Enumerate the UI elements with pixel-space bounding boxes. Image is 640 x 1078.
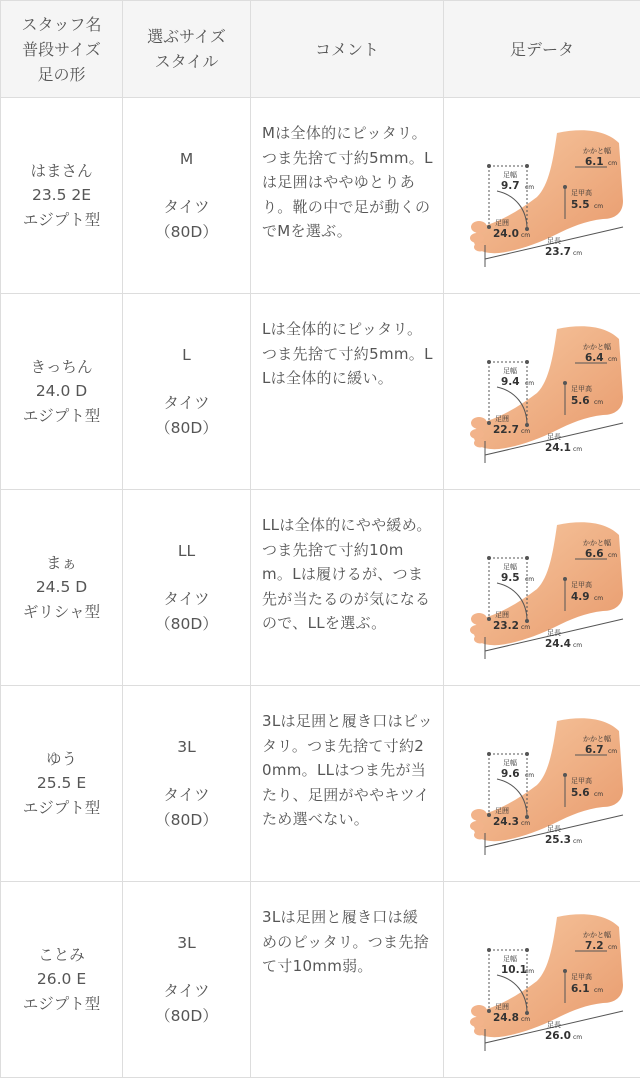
heel-width-unit: cm — [608, 748, 617, 755]
foot-width-label: 足幅 — [503, 170, 517, 179]
instep-girth-label: 足囲 — [495, 610, 509, 619]
foot-diagram — [457, 317, 627, 467]
toe-3 — [474, 1026, 486, 1035]
foot-data-cell — [444, 294, 640, 490]
measure-point — [487, 164, 491, 168]
foot-width-value: 9.4 — [501, 376, 520, 388]
toe-3 — [474, 830, 486, 839]
header-comment: コメント — [251, 1, 444, 98]
measure-point — [487, 752, 491, 756]
toe-1 — [471, 809, 487, 821]
toe-1 — [471, 1005, 487, 1017]
measure-point — [563, 381, 567, 385]
heel-width-value: 6.4 — [585, 352, 604, 364]
instep-height-unit: cm — [594, 987, 603, 994]
toe-1 — [471, 221, 487, 233]
chosen-size: M — [123, 147, 250, 172]
foot-length-unit: cm — [573, 1034, 582, 1041]
measure-point — [525, 556, 529, 560]
comment-cell — [251, 98, 444, 294]
usual-size: 25.5 E — [1, 771, 122, 796]
staff-name: ことみ — [1, 943, 122, 968]
header-foot-data: 足データ — [444, 1, 640, 98]
instep-girth-unit: cm — [521, 1016, 530, 1023]
table-row — [1, 882, 640, 1078]
foot-diagram — [457, 121, 627, 271]
style-type: タイツ — [123, 979, 250, 1004]
toe-2 — [470, 625, 484, 635]
header-size-line: スタイル — [123, 49, 250, 74]
measure-point — [525, 948, 529, 952]
measure-point — [487, 617, 491, 621]
measure-point — [487, 360, 491, 364]
measure-point — [525, 360, 529, 364]
foot-length-value: 25.3 — [545, 834, 571, 846]
comment-cell — [251, 294, 444, 490]
table-body — [1, 98, 640, 1078]
measure-point — [525, 1011, 529, 1015]
comment-cell — [251, 882, 444, 1078]
style-denier: （80D） — [123, 612, 250, 637]
instep-height-value: 6.1 — [571, 983, 590, 995]
instep-girth-value: 24.0 — [493, 228, 519, 240]
heel-width-value: 6.7 — [585, 744, 604, 756]
measure-point — [563, 969, 567, 973]
foot-shape: エジプト型 — [1, 404, 122, 429]
foot-diagram — [457, 709, 627, 859]
foot-length-unit: cm — [573, 446, 582, 453]
style-denier: （80D） — [123, 1004, 250, 1029]
measure-point — [487, 556, 491, 560]
table-row — [1, 490, 640, 686]
toe-2 — [470, 1017, 484, 1027]
size-cell — [123, 98, 251, 294]
foot-data-cell — [444, 882, 640, 1078]
usual-size: 23.5 2E — [1, 183, 122, 208]
instep-height-value: 4.9 — [571, 591, 590, 603]
measure-point — [525, 752, 529, 756]
toe-1 — [471, 613, 487, 625]
staff-cell — [1, 686, 123, 882]
header-row — [1, 1, 640, 98]
instep-height-unit: cm — [594, 203, 603, 210]
instep-height-label: 足甲高 — [571, 776, 592, 785]
heel-width-unit: cm — [608, 552, 617, 559]
foot-width-unit: cm — [525, 184, 534, 191]
instep-girth-value: 24.3 — [493, 816, 519, 828]
instep-height-unit: cm — [594, 791, 603, 798]
instep-height-value: 5.6 — [571, 787, 590, 799]
style-type: タイツ — [123, 195, 250, 220]
foot-width-value: 9.7 — [501, 180, 520, 192]
foot-diagram — [457, 905, 627, 1055]
comment-text: Mは全体的にピッタリ。つま先捨て寸約5mm。Lは足囲はややゆとりあり。靴の中で足が動くのでMを選ぶ。 — [262, 121, 433, 244]
instep-girth-value: 22.7 — [493, 424, 519, 436]
instep-girth-value: 24.8 — [493, 1012, 519, 1024]
instep-girth-unit: cm — [521, 232, 530, 239]
foot-diagram — [457, 513, 627, 663]
comment-text: Lは全体的にピッタリ。つま先捨て寸約5mm。LLは全体的に緩い。 — [262, 317, 433, 391]
instep-girth-unit: cm — [521, 820, 530, 827]
style-denier: （80D） — [123, 808, 250, 833]
comment-text: LLは全体的にやや緩め。つま先捨て寸約10mm。Lは履けるが、つま先が当たるのが気になるので、LLを選ぶ。 — [262, 513, 433, 636]
staff-name: まぁ — [1, 551, 122, 576]
foot-width-value: 10.1 — [501, 964, 527, 976]
measure-point — [563, 577, 567, 581]
instep-girth-label: 足囲 — [495, 414, 509, 423]
foot-data-cell — [444, 98, 640, 294]
staff-cell — [1, 98, 123, 294]
table-row — [1, 686, 640, 882]
toe-1 — [471, 417, 487, 429]
heel-width-value: 6.6 — [585, 548, 604, 560]
staff-name: ゆう — [1, 747, 122, 772]
size-cell — [123, 882, 251, 1078]
foot-width-unit: cm — [525, 772, 534, 779]
size-cell — [123, 490, 251, 686]
toe-3 — [474, 438, 486, 447]
toe-3 — [474, 634, 486, 643]
foot-width-label: 足幅 — [503, 758, 517, 767]
style-type: タイツ — [123, 783, 250, 808]
staff-name: はまさん — [1, 159, 122, 184]
foot-data-cell — [444, 686, 640, 882]
usual-size: 24.5 D — [1, 575, 122, 600]
header-staff-line: スタッフ名 — [1, 12, 122, 37]
foot-length-label: 足長 — [547, 1020, 561, 1029]
measure-point — [525, 619, 529, 623]
toe-3 — [474, 242, 486, 251]
foot-width-unit: cm — [525, 380, 534, 387]
measure-point — [487, 948, 491, 952]
header-size-line: 選ぶサイズ — [123, 24, 250, 49]
instep-height-unit: cm — [594, 399, 603, 406]
measure-point — [525, 164, 529, 168]
instep-height-label: 足甲高 — [571, 188, 592, 197]
foot-length-value: 23.7 — [545, 246, 571, 258]
measure-point — [563, 185, 567, 189]
foot-shape: エジプト型 — [1, 796, 122, 821]
foot-length-label: 足長 — [547, 236, 561, 245]
measure-point — [525, 227, 529, 231]
size-cell — [123, 686, 251, 882]
instep-height-unit: cm — [594, 595, 603, 602]
instep-height-value: 5.6 — [571, 395, 590, 407]
comment-cell — [251, 686, 444, 882]
measure-point — [563, 773, 567, 777]
size-cell — [123, 294, 251, 490]
toe-2 — [470, 233, 484, 243]
foot-data-cell — [444, 490, 640, 686]
heel-width-unit: cm — [608, 356, 617, 363]
heel-width-label: かかと幅 — [583, 734, 611, 743]
toe-2 — [470, 821, 484, 831]
heel-width-value: 6.1 — [585, 156, 604, 168]
header-size — [123, 1, 251, 98]
instep-height-label: 足甲高 — [571, 972, 592, 981]
table-row — [1, 294, 640, 490]
instep-girth-unit: cm — [521, 428, 530, 435]
measure-point — [525, 815, 529, 819]
foot-width-label: 足幅 — [503, 562, 517, 571]
instep-girth-label: 足囲 — [495, 806, 509, 815]
heel-width-unit: cm — [608, 160, 617, 167]
staff-name: きっちん — [1, 355, 122, 380]
instep-height-label: 足甲高 — [571, 384, 592, 393]
chosen-size: L — [123, 343, 250, 368]
foot-length-value: 26.0 — [545, 1030, 571, 1042]
style-denier: （80D） — [123, 416, 250, 441]
foot-shape: ギリシャ型 — [1, 600, 122, 625]
toe-2 — [470, 429, 484, 439]
chosen-size: 3L — [123, 931, 250, 956]
foot-length-unit: cm — [573, 250, 582, 257]
usual-size: 24.0 D — [1, 379, 122, 404]
foot-length-value: 24.4 — [545, 638, 571, 650]
foot-length-unit: cm — [573, 838, 582, 845]
style-type: タイツ — [123, 587, 250, 612]
measure-point — [525, 423, 529, 427]
comment-cell — [251, 490, 444, 686]
foot-length-label: 足長 — [547, 432, 561, 441]
instep-girth-value: 23.2 — [493, 620, 519, 632]
staff-cell — [1, 882, 123, 1078]
heel-width-label: かかと幅 — [583, 930, 611, 939]
foot-width-unit: cm — [525, 576, 534, 583]
foot-length-value: 24.1 — [545, 442, 571, 454]
table-row — [1, 98, 640, 294]
heel-width-value: 7.2 — [585, 940, 604, 952]
foot-width-value: 9.6 — [501, 768, 520, 780]
measure-point — [487, 225, 491, 229]
foot-width-unit: cm — [525, 968, 534, 975]
instep-girth-label: 足囲 — [495, 1002, 509, 1011]
measure-point — [487, 421, 491, 425]
comment-text: 3Lは足囲と履き口は緩めのピッタリ。つま先捨て寸10mm弱。 — [262, 905, 433, 979]
foot-length-unit: cm — [573, 642, 582, 649]
heel-width-label: かかと幅 — [583, 342, 611, 351]
heel-width-unit: cm — [608, 944, 617, 951]
foot-length-label: 足長 — [547, 628, 561, 637]
foot-width-label: 足幅 — [503, 954, 517, 963]
header-staff-line: 普段サイズ — [1, 37, 122, 62]
style-denier: （80D） — [123, 220, 250, 245]
staff-cell — [1, 294, 123, 490]
header-staff-line: 足の形 — [1, 62, 122, 87]
staff-cell — [1, 490, 123, 686]
foot-shape: エジプト型 — [1, 208, 122, 233]
chosen-size: 3L — [123, 735, 250, 760]
heel-width-label: かかと幅 — [583, 538, 611, 547]
chosen-size: LL — [123, 539, 250, 564]
comment-text: 3Lは足囲と履き口はピッタリ。つま先捨て寸約20mm。LLはつま先が当たり、足囲がややキツイため選べない。 — [262, 709, 433, 832]
heel-width-label: かかと幅 — [583, 146, 611, 155]
foot-width-label: 足幅 — [503, 366, 517, 375]
instep-girth-unit: cm — [521, 624, 530, 631]
foot-shape: エジプト型 — [1, 992, 122, 1017]
style-type: タイツ — [123, 391, 250, 416]
foot-length-label: 足長 — [547, 824, 561, 833]
foot-width-value: 9.5 — [501, 572, 520, 584]
header-staff — [1, 1, 123, 98]
usual-size: 26.0 E — [1, 967, 122, 992]
measure-point — [487, 813, 491, 817]
measure-point — [487, 1009, 491, 1013]
instep-girth-label: 足囲 — [495, 218, 509, 227]
instep-height-value: 5.5 — [571, 199, 590, 211]
instep-height-label: 足甲高 — [571, 580, 592, 589]
